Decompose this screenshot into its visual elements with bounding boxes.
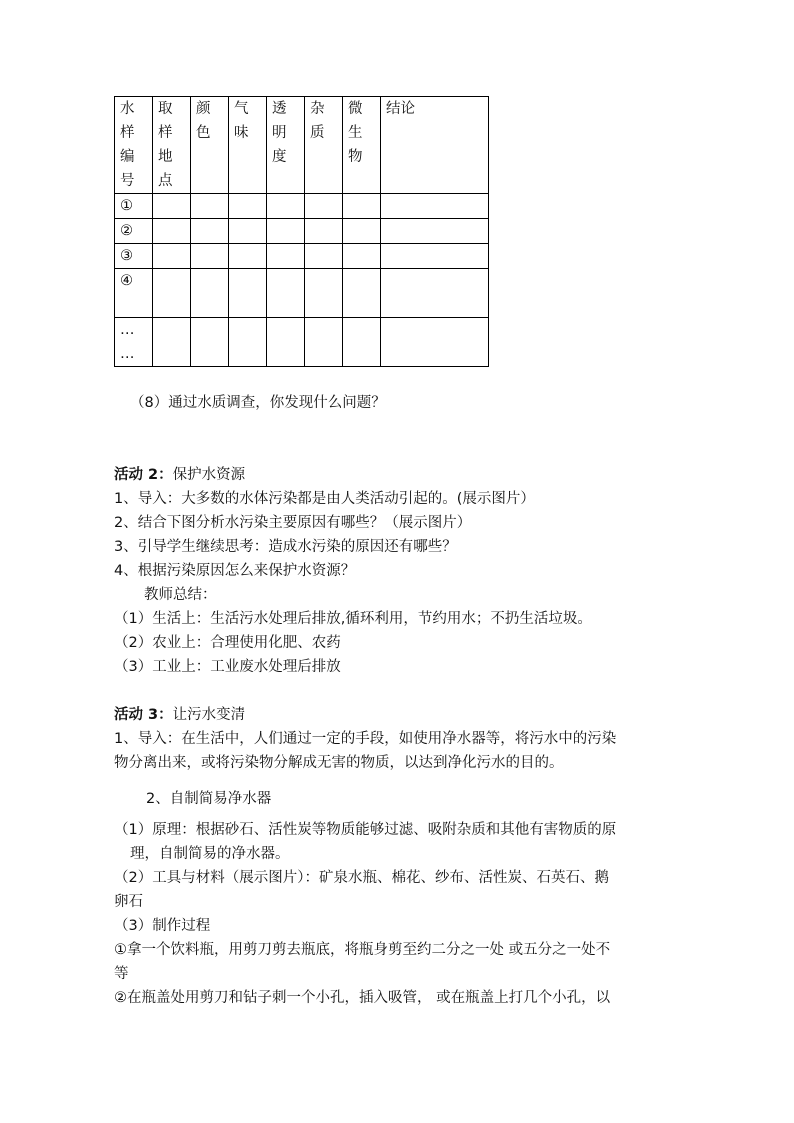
header-impurities: 杂 质 bbox=[305, 97, 343, 194]
activity-3-intro-line-2: 物分离出来，或将污染物分解成无害的物质，以达到净化污水的目的。 bbox=[114, 755, 564, 771]
row-label: ③ bbox=[115, 244, 153, 269]
table-cell bbox=[229, 219, 267, 244]
table-cell bbox=[305, 269, 343, 318]
table-cell bbox=[381, 244, 489, 269]
row-label: ④ bbox=[115, 269, 153, 318]
activity-2-item-1: 1、导入：大多数的水体污染都是由人类活动引起的。(展示图片） bbox=[114, 491, 535, 507]
header-color: 颜 色 bbox=[191, 97, 229, 194]
table-cell bbox=[153, 244, 191, 269]
table-cell bbox=[191, 244, 229, 269]
table-cell bbox=[229, 318, 267, 367]
activity-2-item-4: 4、根据污染原因怎么来保护水资源？ bbox=[114, 563, 356, 579]
table-cell bbox=[267, 244, 305, 269]
header-sampling-location: 取 样 地 点 bbox=[153, 97, 191, 194]
activity-2-item-3: 3、引导学生继续思考：造成水污染的原因还有哪些？ bbox=[114, 539, 457, 555]
header-transparency: 透 明 度 bbox=[267, 97, 305, 194]
principle-line-2: 理，自制简易的净水器。 bbox=[130, 846, 290, 862]
table-cell bbox=[305, 244, 343, 269]
table-cell bbox=[191, 219, 229, 244]
table-row bbox=[115, 194, 489, 219]
table-cell bbox=[191, 269, 229, 318]
table-cell bbox=[267, 219, 305, 244]
activity-3-heading bbox=[114, 703, 245, 727]
summary-item-2: （2）农业上：合理使用化肥、农药 bbox=[114, 635, 341, 651]
table-cell bbox=[343, 318, 381, 367]
table-cell bbox=[305, 194, 343, 219]
table-cell bbox=[153, 219, 191, 244]
table-cell bbox=[229, 194, 267, 219]
header-odor: 气 味 bbox=[229, 97, 267, 194]
table-cell bbox=[343, 244, 381, 269]
summary-item-1: （1）生活上：生活污水处理后排放,循环利用，节约用水；不扔生活垃圾。 bbox=[114, 611, 592, 627]
table-cell bbox=[267, 194, 305, 219]
activity-2-label: 活动 2： bbox=[114, 467, 173, 483]
header-conclusion: 结论 bbox=[381, 97, 489, 194]
tools-line-2: 卵石 bbox=[114, 894, 143, 910]
row-label: ① bbox=[115, 194, 153, 219]
table-cell bbox=[153, 318, 191, 367]
table-cell bbox=[381, 219, 489, 244]
table-cell bbox=[229, 244, 267, 269]
table-cell bbox=[343, 194, 381, 219]
table-cell bbox=[267, 318, 305, 367]
summary-item-3: （3）工业上：工业废水处理后排放 bbox=[114, 659, 341, 675]
activity-3-intro-line-1: 1、导入：在生活中，人们通过一定的手段，如使用净水器等，将污水中的污染 bbox=[114, 731, 617, 747]
activity-3-label: 活动 3： bbox=[114, 707, 173, 723]
activity-2-title: 保护水资源 bbox=[172, 467, 246, 483]
table-cell bbox=[305, 318, 343, 367]
table-cell bbox=[267, 269, 305, 318]
table-cell bbox=[191, 318, 229, 367]
activity-2-item-2: 2、结合下图分析水污染主要原因有哪些？（展示图片） bbox=[114, 515, 472, 531]
header-microorganisms: 微 生 物 bbox=[343, 97, 381, 194]
water-survey-table bbox=[114, 96, 489, 367]
header-sample-number: 水 样 编 号 bbox=[115, 97, 153, 194]
row-label: … … bbox=[115, 318, 153, 367]
table-cell bbox=[381, 194, 489, 219]
process-step-a-line-2: 等 bbox=[114, 966, 129, 982]
table-cell bbox=[229, 269, 267, 318]
table-cell bbox=[153, 269, 191, 318]
question-8: （8）通过水质调查，你发现什么问题？ bbox=[130, 395, 386, 411]
teacher-summary-label: 教师总结： bbox=[144, 587, 217, 603]
table-cell bbox=[343, 219, 381, 244]
activity-3-title: 让污水变清 bbox=[172, 707, 246, 723]
process-step-a-line-1: ①拿一个饮料瓶，用剪刀剪去瓶底，将瓶身剪至约二分之一处 或五分之一处不 bbox=[114, 942, 611, 958]
process-step-b-line-1: ②在瓶盖处用剪刀和钻子刺一个小孔，插入吸管， 或在瓶盖上打几个小孔，以 bbox=[114, 990, 611, 1006]
table-row bbox=[115, 219, 489, 244]
process-label: （3）制作过程 bbox=[114, 918, 211, 934]
row-label: ② bbox=[115, 219, 153, 244]
table-cell bbox=[305, 219, 343, 244]
principle-line-1: （1）原理：根据砂石、活性炭等物质能够过滤、吸附杂质和其他有害物质的原 bbox=[114, 822, 617, 838]
table-header-row bbox=[115, 97, 489, 194]
table-row bbox=[115, 244, 489, 269]
table-row bbox=[115, 269, 489, 318]
table-cell bbox=[381, 318, 489, 367]
table-cell bbox=[381, 269, 489, 318]
activity-3-step-2: 2、自制简易净水器 bbox=[146, 791, 272, 807]
table-row bbox=[115, 318, 489, 367]
table-cell bbox=[153, 194, 191, 219]
table-cell bbox=[343, 269, 381, 318]
table-cell bbox=[191, 194, 229, 219]
tools-line-1: （2）工具与材料（展示图片）：矿泉水瓶、棉花、纱布、活性炭、石英石、鹅 bbox=[114, 870, 609, 886]
activity-2-heading bbox=[114, 463, 245, 487]
